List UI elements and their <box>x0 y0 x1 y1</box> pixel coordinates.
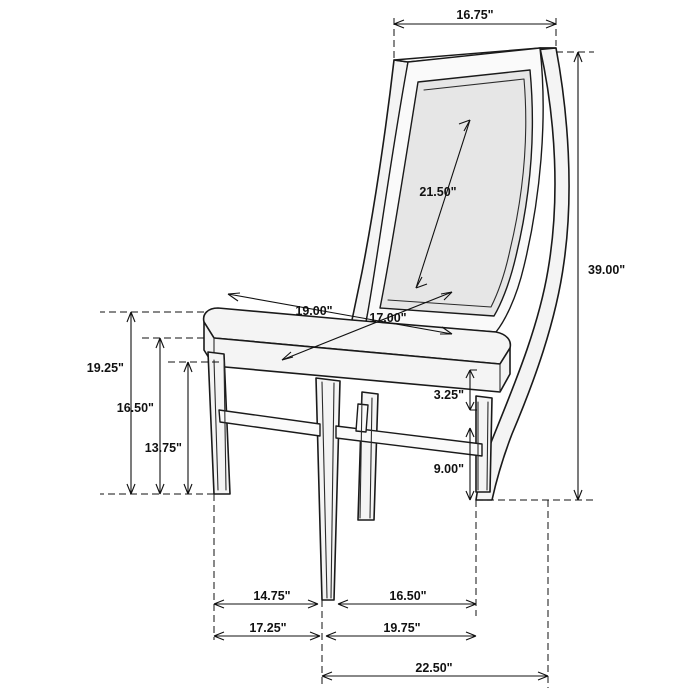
chair-front-leg <box>316 378 340 600</box>
dim-label-front-leg-span: 14.75" <box>253 589 291 603</box>
dim-label-front-width: 17.25" <box>249 621 287 635</box>
dim-label-seat-height-left: 19.25" <box>86 361 124 375</box>
dim-label-side-depth: 19.75" <box>383 621 421 635</box>
dim-stretcher-height <box>145 362 219 494</box>
dim-label-seat-width: 17.00" <box>369 311 407 325</box>
dim-label-backrest-height: 21.50" <box>419 185 457 199</box>
dim-seat-height-mid <box>117 338 204 494</box>
dim-front-width <box>214 621 320 640</box>
dim-label-stretcher-height: 13.75" <box>144 441 182 455</box>
dim-label-overall-height: 39.00" <box>588 263 626 277</box>
dim-overall-depth <box>322 661 548 680</box>
dim-label-rail-height: 9.00" <box>433 462 464 476</box>
dim-side-depth <box>326 621 476 640</box>
dim-label-side-leg-span: 16.50" <box>389 589 427 603</box>
dim-label-overall-depth: 22.50" <box>415 661 453 675</box>
dim-front-leg-span <box>214 589 318 608</box>
dim-label-apron-thickness: 3.25" <box>433 388 464 402</box>
dim-label-seat-height-mid: 16.50" <box>116 401 154 415</box>
dim-label-seat-depth: 19.00" <box>295 304 333 318</box>
dim-label-back-width-top: 16.75" <box>456 8 494 22</box>
dim-side-leg-span <box>338 589 476 608</box>
chair-side-stretcher-left <box>219 410 320 436</box>
